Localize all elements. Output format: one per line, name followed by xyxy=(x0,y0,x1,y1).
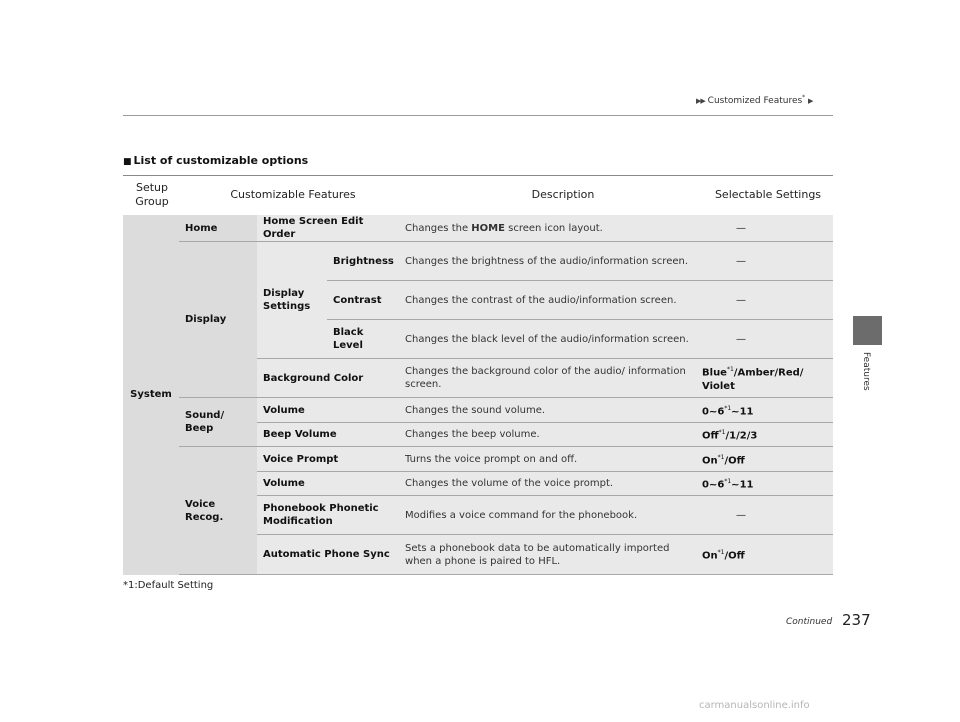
feature-brightness: Brightness xyxy=(327,242,399,281)
setting-cell: — xyxy=(696,320,833,359)
breadcrumb-end-arrow-icon: ▶ xyxy=(808,97,813,105)
description-cell: Changes the sound volume. xyxy=(399,398,696,423)
setting-cell: — xyxy=(696,215,833,242)
subgroup-cell-home: Home xyxy=(179,215,257,242)
feature-voice-volume: Volume xyxy=(257,472,399,496)
square-bullet-icon: ■ xyxy=(123,157,132,167)
setting-cell: On$^{*1}$/Off xyxy=(696,535,833,575)
desc-text: screen icon layout. xyxy=(504,222,603,234)
setting-cell: Off$^{*1}$/1/2/3 xyxy=(696,423,833,447)
description-cell: Changes the volume of the voice prompt. xyxy=(399,472,696,496)
table-row xyxy=(123,242,833,281)
feature-automatic-phone-sync: Automatic Phone Sync xyxy=(257,535,399,575)
feature-beep-volume: Beep Volume xyxy=(257,423,399,447)
subgroup-cell-voice-recog: Voice Recog. xyxy=(179,447,257,575)
header-description: Description xyxy=(531,188,595,201)
breadcrumb-text: Customized Features xyxy=(707,96,803,106)
setting-cell: 0~6$^{*1}$~11 xyxy=(696,472,833,496)
section-title xyxy=(123,154,308,167)
breadcrumb-asterisk: * xyxy=(802,94,806,101)
breadcrumb xyxy=(696,94,812,106)
customizable-options-table xyxy=(123,214,833,575)
feature-voice-prompt: Voice Prompt xyxy=(257,447,399,472)
feature-black-level: Black Level xyxy=(327,320,399,359)
description-cell: Changes the contrast of the audio/information screen. xyxy=(399,281,696,320)
table-header xyxy=(123,176,833,214)
setting-cell: — xyxy=(696,281,833,320)
description-cell: Sets a phonebook data to be automatically imported when a phone is paired to HFL. xyxy=(399,535,696,575)
desc-keyword: HOME xyxy=(471,222,505,234)
feature-volume: Volume xyxy=(257,398,399,423)
subgroup-cell-display-settings: Display Settings xyxy=(257,242,327,359)
description-cell: Changes the beep volume. xyxy=(399,423,696,447)
breadcrumb-arrow-icon: ▶▶ xyxy=(696,97,705,105)
description-cell xyxy=(399,215,696,242)
desc-text: Changes the xyxy=(405,222,472,234)
header-setup-group: Setup Group xyxy=(135,181,169,208)
header-selectable-settings: Selectable Settings xyxy=(714,188,822,201)
header-rule xyxy=(123,115,833,116)
table-row xyxy=(123,398,833,423)
table-row xyxy=(123,447,833,472)
description-cell: Turns the voice prompt on and off. xyxy=(399,447,696,472)
footnote: *1:Default Setting xyxy=(123,580,214,591)
setting-cell: Blue$^{*1}$/Amber/Red/ Violet xyxy=(696,359,833,398)
table-row xyxy=(123,215,833,242)
feature-home-screen-edit-order: Home Screen Edit Order xyxy=(257,215,399,242)
description-cell: Changes the black level of the audio/information screen. xyxy=(399,320,696,359)
group-cell-system: System xyxy=(123,215,179,575)
page-number: 237 xyxy=(842,611,871,629)
subgroup-cell-sound-beep: Sound/ Beep xyxy=(179,398,257,447)
feature-background-color: Background Color xyxy=(257,359,399,398)
section-tab-label: Features xyxy=(861,352,871,391)
feature-contrast: Contrast xyxy=(327,281,399,320)
subgroup-cell-display: Display xyxy=(179,242,257,398)
header-customizable-features: Customizable Features xyxy=(230,188,356,201)
setting-cell: On$^{*1}$/Off xyxy=(696,447,833,472)
description-cell: Modifies a voice command for the phonebook. xyxy=(399,496,696,535)
section-tab-marker xyxy=(853,316,882,345)
setting-cell: 0~6$^{*1}$~11 xyxy=(696,398,833,423)
continued-label: Continued xyxy=(786,617,833,627)
description-cell: Changes the background color of the audio/ information screen. xyxy=(399,359,696,398)
feature-phonebook-phonetic-modification: Phonebook Phonetic Modification xyxy=(257,496,399,535)
setting-cell: — xyxy=(696,496,833,535)
watermark: carmanualsonline.info xyxy=(699,700,810,711)
description-cell: Changes the brightness of the audio/information screen. xyxy=(399,242,696,281)
setting-cell: — xyxy=(696,242,833,281)
section-title-text: List of customizable options xyxy=(133,154,309,167)
